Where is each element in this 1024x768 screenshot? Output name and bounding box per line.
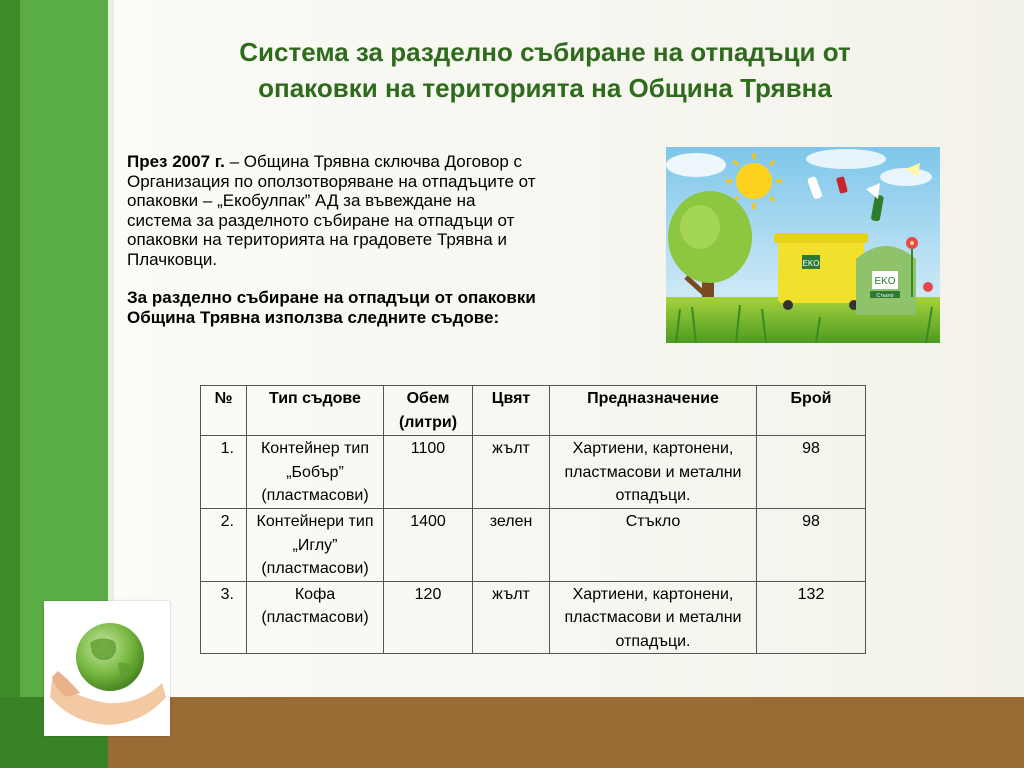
cell-number: 2. [201,509,247,582]
cell-color: зелен [473,509,550,582]
table-row [201,581,866,654]
cell-purpose: Стъкло [550,509,757,582]
header-color: Цвят [473,386,550,436]
intro-line-5: опаковки на територията на градовете Трявна и [127,230,507,249]
table-header-row [201,386,866,436]
intro-line-6: Плачковци. [127,249,218,269]
intro-line-2: Организация по оползотворяване на отпадъците от [127,171,536,191]
bins-table [200,385,866,654]
cell-color: жълт [473,436,550,509]
intro-line-3: опаковки – „Екобулпак” АД за въвеждане на [127,191,476,210]
recycling-bins-illustration [666,147,940,343]
globe-icon [76,623,144,691]
cell-count: 98 [757,509,866,582]
header-type: Тип съдове [247,386,384,436]
bin-2-sublabel: Стъкло [876,293,894,299]
cell-count: 132 [757,581,866,654]
cell-volume: 1100 [384,436,473,509]
cell-type: Контейнер тип „Бобър” (пластмасови) [247,436,384,509]
cell-type: Кофа (пластмасови) [247,581,384,654]
title-line-2: опаковки на територията на Община Трявна [258,73,832,103]
intro-line-1 [127,152,657,172]
intro-line-4: система за разделното събиране на отпадъци от [127,210,515,230]
cell-number: 1. [201,436,247,509]
intro-text [127,152,657,327]
intro-spacer [127,269,657,288]
intro-bold-line-2: Община Трявна използва следните съдове: [127,307,500,327]
cell-number: 3. [201,581,247,654]
cell-count: 98 [757,436,866,509]
cell-type: Контейнери тип „Иглу” (пластмасови) [247,509,384,582]
hands-holding-globe-image [44,601,170,736]
header-volume: Обем (литри) [384,386,473,436]
cell-volume: 120 [384,581,473,654]
left-accent-bar-dark [0,0,20,768]
intro-line-1-rest: – Община Трявна сключва Договор с [224,152,522,171]
yellow-bin-icon [774,233,868,310]
cell-color: жълт [473,581,550,654]
bin-2-label: EKO [874,276,896,287]
intro-bold-line-1: За разделно събиране на отпадъци от опаковки [127,288,536,307]
slide-title [150,34,940,106]
cell-purpose: Хартиени, картонени, пластмасови и метални отпадъци. [550,581,757,654]
globe-svg [44,601,170,736]
header-count: Брой [757,386,866,436]
footer-strip-brown [108,697,1024,768]
green-igloo-bin-icon [856,246,916,315]
bin-1-label: EKO [802,259,820,268]
cell-volume: 1400 [384,509,473,582]
intro-lead-year: През 2007 г. [127,152,225,171]
table-row [201,509,866,582]
table-row [201,436,866,509]
header-number: № [201,386,247,436]
recycling-bins-svg [666,147,940,343]
title-line-1: Система за разделно събиране на отпадъци от [239,37,851,67]
cell-purpose: Хартиени, картонени, пластмасови и метални отпадъци. [550,436,757,509]
header-purpose: Предназначение [550,386,757,436]
